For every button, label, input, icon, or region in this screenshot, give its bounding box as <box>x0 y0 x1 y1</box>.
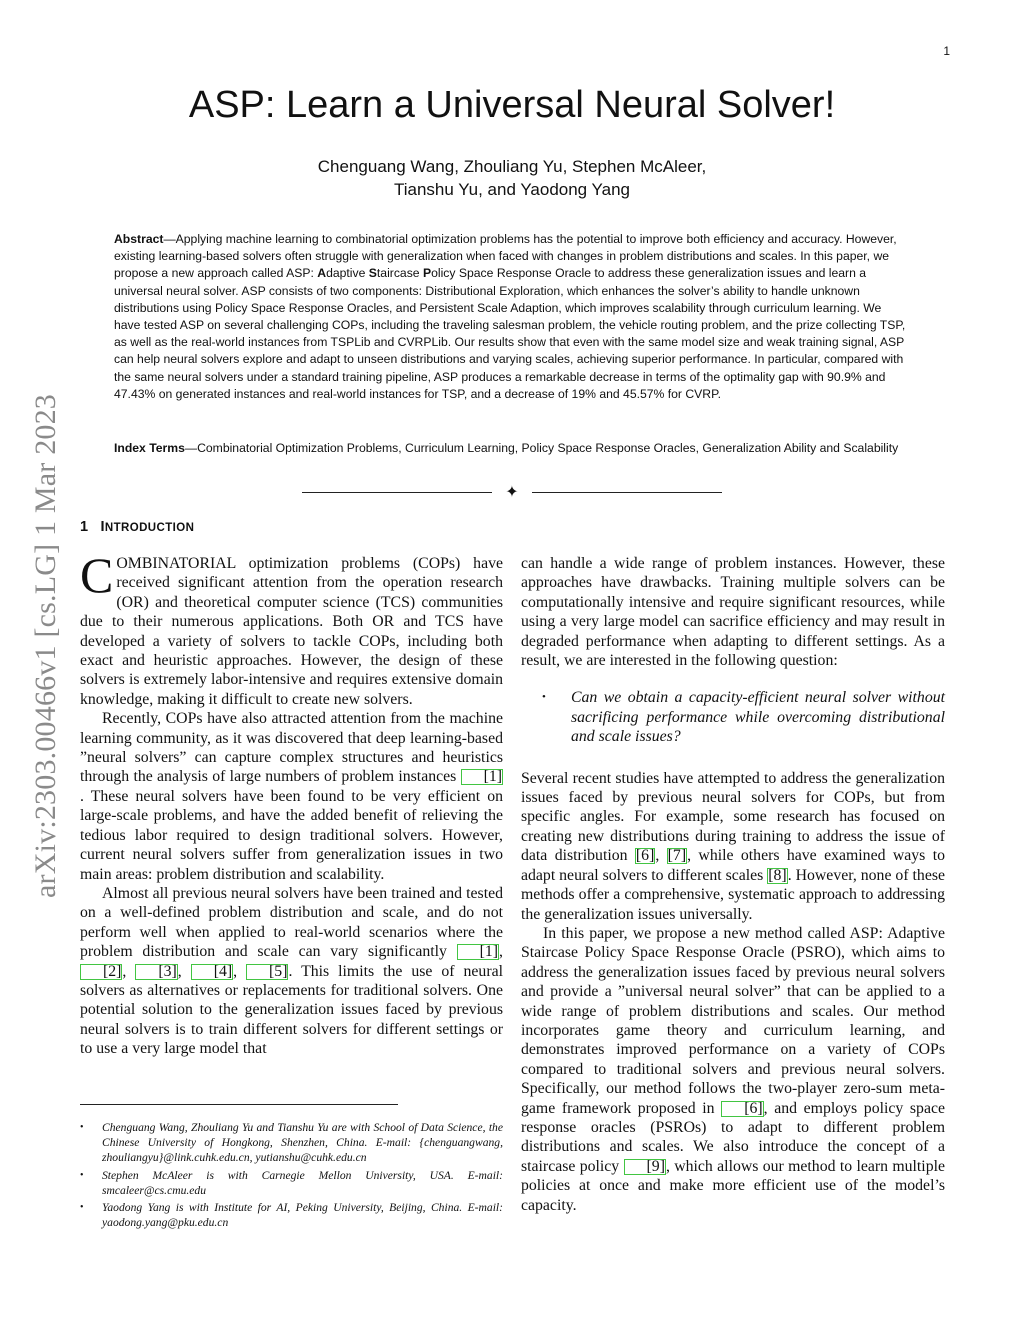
section-heading-introduction <box>80 519 194 535</box>
divider-line-left <box>302 492 492 493</box>
acronym-letter-p: P <box>422 266 432 281</box>
paragraph-text: . However, none of these methods offer a comprehensive, systematic approach to addressing the generalization issues universally. <box>521 866 945 923</box>
arxiv-identifier-text: arXiv:2303.00466v1 [cs.LG] 1 Mar 2023 <box>29 394 63 898</box>
acronym-word-adaptive: daptive <box>326 266 369 281</box>
index-terms-text: —Combinatorial Optimization Problems, Curriculum Learning, Policy Space Response Oracles, Generalization Ability and Scalability <box>184 441 899 455</box>
intro-paragraph-1-text: OMBINATORIAL optimization problems (COPs) have received significant attention from the operation research (OR) and theoretical computer science (TCS) communities due to their numerous applications. Both OR and TCS have developed a variety of solvers to tackle COPs, including both exact and heuristic approaches. However, the design of these solvers is extremely labor-intensive and requires extensive domain knowledge, making it difficult to create new solvers. <box>80 555 503 708</box>
section-title-initial: I <box>100 519 105 535</box>
bullet-icon: • <box>80 1169 84 1181</box>
footnote-affiliation-2 <box>80 1168 503 1198</box>
abstract-text-start: —Applying machine learning to combinatorial optimization problems has the potential to improve both efficiency and accuracy. However, existing learning-based solvers often struggle with generalization when faced with changes in problem distributions and scales. In this paper, we propose a new approach called ASP: <box>114 232 897 281</box>
acronym-letter-a: A <box>317 266 327 281</box>
paragraph-text: Recently, COPs have also attracted attention from the machine learning community, as it was discovered that deep learning-based ”neural solvers” can capture complex structures and heuristics through the analysis of large numbers of problem instances <box>80 710 503 786</box>
citation-link-8[interactable]: [8] <box>768 866 787 884</box>
paragraph-text: Almost all previous neural solvers have been trained and tested on a well-defined problem distribution and scale, and do not perform well when applied to real-world scenarios where the problem distribution and scale can vary significantly <box>80 884 503 961</box>
intro-paragraph-5: Several recent studies have attempted to address the generalization issues faced by previous neural solvers for COPs, but from specific angles. For example, some research has focused on creating new distributions during training to address the issue of data distribution [6], [7], while others have examined ways to adapt neural solvers to different scales [8]. However, none of these methods offer a comprehensive, systematic approach to addressing the generalization issues universally. <box>521 769 945 923</box>
author-list <box>80 155 944 201</box>
citation-link-4[interactable]: [4] <box>191 964 233 980</box>
footnote-text: Yaodong Yang is with Institute for AI, Peking University, Beijing, China. E-mail: yaodong.yang@pku.edu.cn <box>102 1201 503 1230</box>
footnote-text: Chenguang Wang, Zhouliang Yu and Tianshu Yu are with School of Data Science, the Chinese University of Hongkong, Shenzhen, China. E-mail: {chenguangwang, zhouliangyu}@link.cuhk.edu.cn, yutianshu@cuhk.edu.cn <box>102 1121 503 1165</box>
bullet-icon: • <box>80 1202 84 1214</box>
author-line-2: Tianshu Yu, and Yaodong Yang <box>393 180 630 199</box>
citation-link-3[interactable]: [3] <box>135 964 177 980</box>
paragraph-text: . These neural solvers have been found to be very efficient on large-scale problems, and have the added benefit of relieving the tedious labor required to design traditional solvers. However, current neural solvers suffer from generalization issues in two main areas: problem distribution and scalability. <box>80 787 503 883</box>
divider-star-icon: ✦ <box>505 482 519 501</box>
index-terms <box>114 440 910 457</box>
acronym-letter-s: S <box>368 266 377 281</box>
right-column <box>521 554 945 1215</box>
footnote-affiliation-1 <box>80 1120 503 1166</box>
author-line-1: Chenguang Wang, Zhouliang Yu, Stephen McAleer, <box>317 157 707 176</box>
acronym-word-staircase: taircase <box>376 266 423 281</box>
paragraph-text: In this paper, we propose a new method called ASP: Adaptive Staircase Policy Space Response Oracle (PSRO), which aims to address the generalization issues faced by previous neural solvers and provide a ”universal neural solver” that can be applied to a wide range of problem distributions and scales. Our method incorporates game theory and curriculum learning, and demonstrates improved performance on a variety of COPs compared to traditional solvers and previous neural solvers. Specifically, our method follows the two-player zero-sum meta-game framework proposed in <box>521 924 945 1117</box>
intro-paragraph-1 <box>80 547 503 709</box>
paragraph-text: , and employs policy space response oracles (PSROs) to adapt to different problem distributions and scales. We also introduce the concept of a staircase policy <box>521 1099 945 1175</box>
footnotes <box>80 1120 503 1232</box>
intro-paragraph-4: can handle a wide range of problem instances. However, these approaches have drawbacks. Training multiple solvers can be computationally intensive and require significant resources, while using a very large model can sacrifice efficiency and may result in degraded performance when adapting to different settings. As a result, we are interested in the following question: <box>521 555 945 670</box>
citation-link-1[interactable]: [1] <box>457 944 499 960</box>
citation-link-1[interactable]: [1] <box>461 769 503 785</box>
research-question <box>542 688 945 746</box>
citation-link-2[interactable]: [2] <box>80 964 122 980</box>
section-divider <box>302 482 722 502</box>
intro-paragraph-3: Almost all previous neural solvers have been trained and tested on a well-defined problem distribution and scale, and do not perform well when applied to real-world scenarios where the problem distribution and scale can vary significantly [1], [2], [3], [4], [5]. This limits the use of neural solvers as alternatives or replacements for traditional solvers. One potential solution to the generalization issues faced by previous neural solvers is to train different solvers for different settings or to use a very large model that <box>80 884 503 1058</box>
abstract <box>114 231 910 403</box>
citation-link-6[interactable]: [6] <box>721 1101 763 1117</box>
page-number: 1 <box>943 44 950 58</box>
intro-paragraph-6 <box>521 924 945 1215</box>
intro-paragraph-2 <box>80 709 503 884</box>
citation-link-5[interactable]: [5] <box>246 964 288 980</box>
footnote-text: Stephen McAleer is with Carnegie Mellon University, USA. E-mail: smcaleer@cs.cmu.edu <box>102 1168 503 1197</box>
paragraph-text: . This limits the use of neural solvers as alternatives or replacements for traditional solvers. One potential solution to the generalization issues faced by previous neural solvers is to train different solvers for different settings or to use a very large model that <box>80 962 503 1058</box>
bullet-icon: • <box>80 1122 84 1133</box>
section-number: 1 <box>80 519 89 535</box>
footnote-rule <box>80 1104 398 1105</box>
citation-link-7[interactable]: [7] <box>667 847 687 865</box>
citation-link-6[interactable]: [6] <box>635 847 655 865</box>
paragraph-text: , while others have examined ways to adapt neural solvers to different scales <box>521 847 945 884</box>
research-question-text: Can we obtain a capacity-efficient neural solver without sacrificing performance while overcoming distributional and scale issues? <box>571 689 945 746</box>
arxiv-identifier-stamp <box>30 362 62 930</box>
citation-link-9[interactable]: [9] <box>624 1159 666 1175</box>
index-terms-label: Index Terms <box>114 441 185 455</box>
abstract-text-end: olicy Space Response Oracle to address these generalization issues and learn a universal neural solver. ASP consists of two components: Distributional Exploration, which enhances the solver’s ability to handle unknown distributions using Policy Space Response Oracles, and Persistent Scale Adaption, which improves scalability through curriculum learning. We have tested ASP on several challenging COPs, including the traveling salesman problem, the vehicle routing problem, and the prize collecting TSP, as well as the real-world instances from TSPLib and CVRPLib. Our results show that even with the same model size and weak training signal, ASP can help neural solvers explore and adapt to unseen distributions and varying scales, achieving superior performance. In particular, compared with the same neural solvers under a standard training pipeline, ASP produces a remarkable decrease in terms of the optimality gap with 90.9% and 47.43% on generated instances and real-world instances for TSP, and a decrease of 19% and 45.57% for CVRP. <box>114 266 906 401</box>
divider-line-right <box>532 492 722 493</box>
footnote-affiliation-3 <box>80 1200 503 1230</box>
paper-title: ASP: Learn a Universal Neural Solver! <box>188 84 836 126</box>
drop-cap: C <box>80 547 114 603</box>
paragraph-text: , which allows our method to learn multiple policies at once and make more efficient use of the model’s capacity. <box>521 1157 945 1214</box>
paragraph-text: Several recent studies have attempted to address the generalization issues faced by previous neural solvers for COPs, but from specific angles. For example, some research has focused on creating new distributions during training to address the issue of data distribution <box>521 769 945 865</box>
section-title-rest: NTRODUCTION <box>104 522 195 534</box>
left-column <box>80 547 503 1059</box>
abstract-label: Abstract <box>114 232 164 246</box>
bullet-icon: • <box>542 691 546 704</box>
